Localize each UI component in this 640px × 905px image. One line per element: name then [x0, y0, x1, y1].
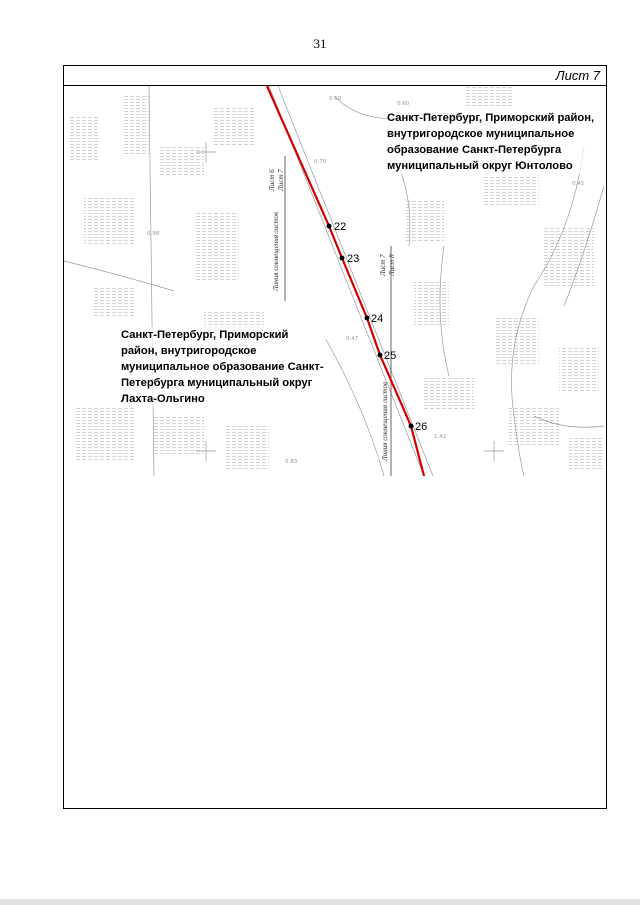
boundary-point-25[interactable]: [378, 353, 383, 358]
bottom-scan-edge: [0, 899, 640, 905]
elevation-mark: 0.70: [314, 159, 327, 165]
boundary-point-24[interactable]: [365, 316, 370, 321]
point-label-22: 22: [334, 221, 347, 233]
elevation-mark: 0.47: [346, 336, 359, 342]
right-sheet-lower: Лист 8: [388, 254, 396, 276]
elevation-mark: 0.45: [572, 181, 585, 187]
elevation-mark: 0.83: [285, 459, 298, 465]
elevation-mark: 0.60: [329, 96, 342, 102]
boundary-point-26[interactable]: [409, 424, 414, 429]
point-label-26: 26: [415, 421, 428, 433]
area-label-yuntolovo: Санкт-Петербург, Приморский район, внутригородское муниципальное образование Санкт-Петербурга муниципальный округ Юнтолово: [387, 110, 606, 174]
area-label-lakhta-olgino: Санкт-Петербург, Приморский район, внутригородское муниципальное образование Санкт-Петербурга муниципальный округ Лахта-Ольгино: [121, 327, 326, 407]
point-label-25: 25: [384, 350, 397, 362]
boundary-point-22[interactable]: [327, 224, 332, 229]
boundary-point-23[interactable]: [340, 256, 345, 261]
right-sheet-upper: Лист 7: [379, 254, 387, 276]
point-label-23: 23: [347, 253, 360, 265]
sheet-header: [64, 66, 606, 86]
right-sheet-line-caption: Линия совмещения листов: [381, 381, 389, 461]
elevation-mark: 0.60: [397, 101, 410, 107]
page-number: 31: [313, 36, 327, 51]
sheet-label: Лист 7: [555, 68, 600, 83]
sheet-frame: [63, 65, 607, 809]
elevation-mark: 1.42: [434, 434, 447, 440]
left-sheet-upper: Лист 6: [268, 169, 276, 191]
point-label-24: 24: [371, 313, 384, 325]
map-area[interactable]: [64, 86, 606, 476]
boundary-points: [327, 221, 428, 433]
grid-crosses: [196, 142, 504, 461]
left-sheet-line-caption: Линия совмещения листов: [272, 211, 280, 291]
elevation-mark: 0.98: [147, 231, 160, 237]
left-sheet-lower: Лист 7: [277, 169, 285, 191]
